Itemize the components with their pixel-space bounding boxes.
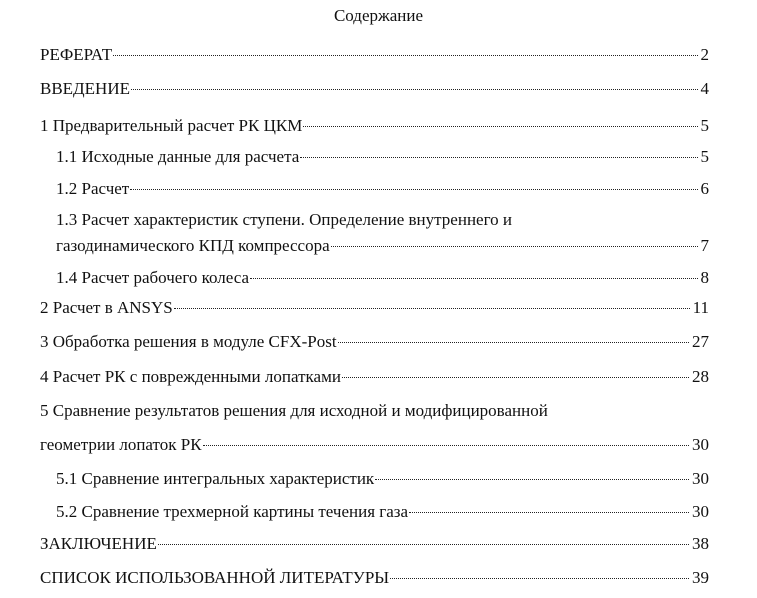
toc-leader-dots bbox=[331, 246, 698, 247]
toc-page-number: 6 bbox=[700, 179, 709, 198]
toc-entry-section-5[interactable] bbox=[40, 434, 709, 456]
toc-entry-section-1[interactable] bbox=[40, 115, 709, 137]
toc-entry-introduction[interactable] bbox=[40, 78, 709, 100]
toc-entry-section-5-1[interactable] bbox=[56, 468, 709, 490]
toc-leader-dots bbox=[338, 342, 689, 343]
toc-leader-dots bbox=[300, 157, 697, 158]
toc-entry-text: 5.2 Сравнение трехмерной картины течения газа bbox=[56, 502, 409, 521]
toc-entry-text: 1.2 Расчет bbox=[56, 179, 130, 198]
toc-entry-text: 5.1 Сравнение интегральных характеристик bbox=[56, 469, 375, 488]
toc-page-number: 7 bbox=[700, 236, 709, 255]
toc-entry-text: СПИСОК ИСПОЛЬЗОВАННОЙ ЛИТЕРАТУРЫ bbox=[40, 568, 390, 587]
toc-leader-dots bbox=[113, 55, 697, 56]
toc-entry-text: 1.1 Исходные данные для расчета bbox=[56, 147, 300, 166]
toc-leader-dots bbox=[250, 278, 697, 279]
toc-entry-text: ВВЕДЕНИЕ bbox=[40, 79, 130, 98]
toc-entry-section-5-2[interactable] bbox=[56, 501, 709, 523]
toc-leader-dots bbox=[203, 445, 689, 446]
toc-entry-text: геометрии лопаток РК bbox=[40, 435, 202, 454]
toc-page-number: 4 bbox=[700, 79, 709, 98]
toc-page-number: 30 bbox=[692, 469, 709, 488]
toc-page-number: 38 bbox=[692, 534, 709, 553]
toc-page-number: 5 bbox=[700, 147, 709, 166]
toc-entry-section-3[interactable] bbox=[40, 331, 709, 353]
toc-entry-section-1-3[interactable] bbox=[56, 235, 709, 257]
toc-entry-references[interactable] bbox=[40, 567, 709, 589]
toc-entry-section-2[interactable] bbox=[40, 297, 709, 319]
toc-leader-dots bbox=[409, 512, 689, 513]
toc-entry-section-5-line1[interactable]: 5 Сравнение результатов решения для исходной и модифицированной bbox=[40, 401, 548, 420]
toc-entry-text: газодинамического КПД компрессора bbox=[56, 236, 330, 255]
toc-title: Содержание bbox=[333, 6, 424, 25]
toc-entry-text: 1.4 Расчет рабочего колеса bbox=[56, 268, 250, 287]
toc-entry-text: 4 Расчет РК с поврежденными лопатками bbox=[40, 367, 341, 386]
toc-page-number: 30 bbox=[692, 502, 709, 521]
toc-page-number: 11 bbox=[692, 298, 709, 317]
toc-entry-text: 1 Предварительный расчет РК ЦКМ bbox=[40, 116, 303, 135]
toc-leader-dots bbox=[130, 189, 697, 190]
toc-page-number: 27 bbox=[692, 332, 709, 351]
toc-entry-section-1-1[interactable] bbox=[56, 146, 709, 168]
toc-entry-section-4[interactable] bbox=[40, 366, 709, 388]
toc-entry-conclusion[interactable] bbox=[40, 533, 709, 555]
toc-entry-text: 3 Обработка решения в модуле CFX-Post bbox=[40, 332, 337, 351]
toc-page-number: 5 bbox=[700, 116, 709, 135]
toc-entry-text: РЕФЕРАТ bbox=[40, 45, 113, 64]
toc-leader-dots bbox=[342, 377, 689, 378]
toc-leader-dots bbox=[158, 544, 689, 545]
toc-entry-section-1-4[interactable] bbox=[56, 267, 709, 289]
toc-leader-dots bbox=[390, 578, 689, 579]
toc-entry-section-1-3-line1[interactable]: 1.3 Расчет характеристик ступени. Определение внутреннего и bbox=[56, 210, 512, 229]
toc-entry-abstract[interactable] bbox=[40, 44, 709, 66]
toc-leader-dots bbox=[375, 479, 689, 480]
toc-leader-dots bbox=[174, 308, 690, 309]
toc-page-number: 39 bbox=[692, 568, 709, 587]
toc-page-number: 8 bbox=[700, 268, 709, 287]
toc-page-number: 28 bbox=[692, 367, 709, 386]
toc-page-number: 30 bbox=[692, 435, 709, 454]
toc-leader-dots bbox=[131, 89, 698, 90]
toc-leader-dots bbox=[303, 126, 697, 127]
toc-entry-text: ЗАКЛЮЧЕНИЕ bbox=[40, 534, 157, 553]
toc-entry-text: 2 Расчет в ANSYS bbox=[40, 298, 173, 317]
toc-page-number: 2 bbox=[700, 45, 709, 64]
toc-entry-section-1-2[interactable] bbox=[56, 178, 709, 200]
